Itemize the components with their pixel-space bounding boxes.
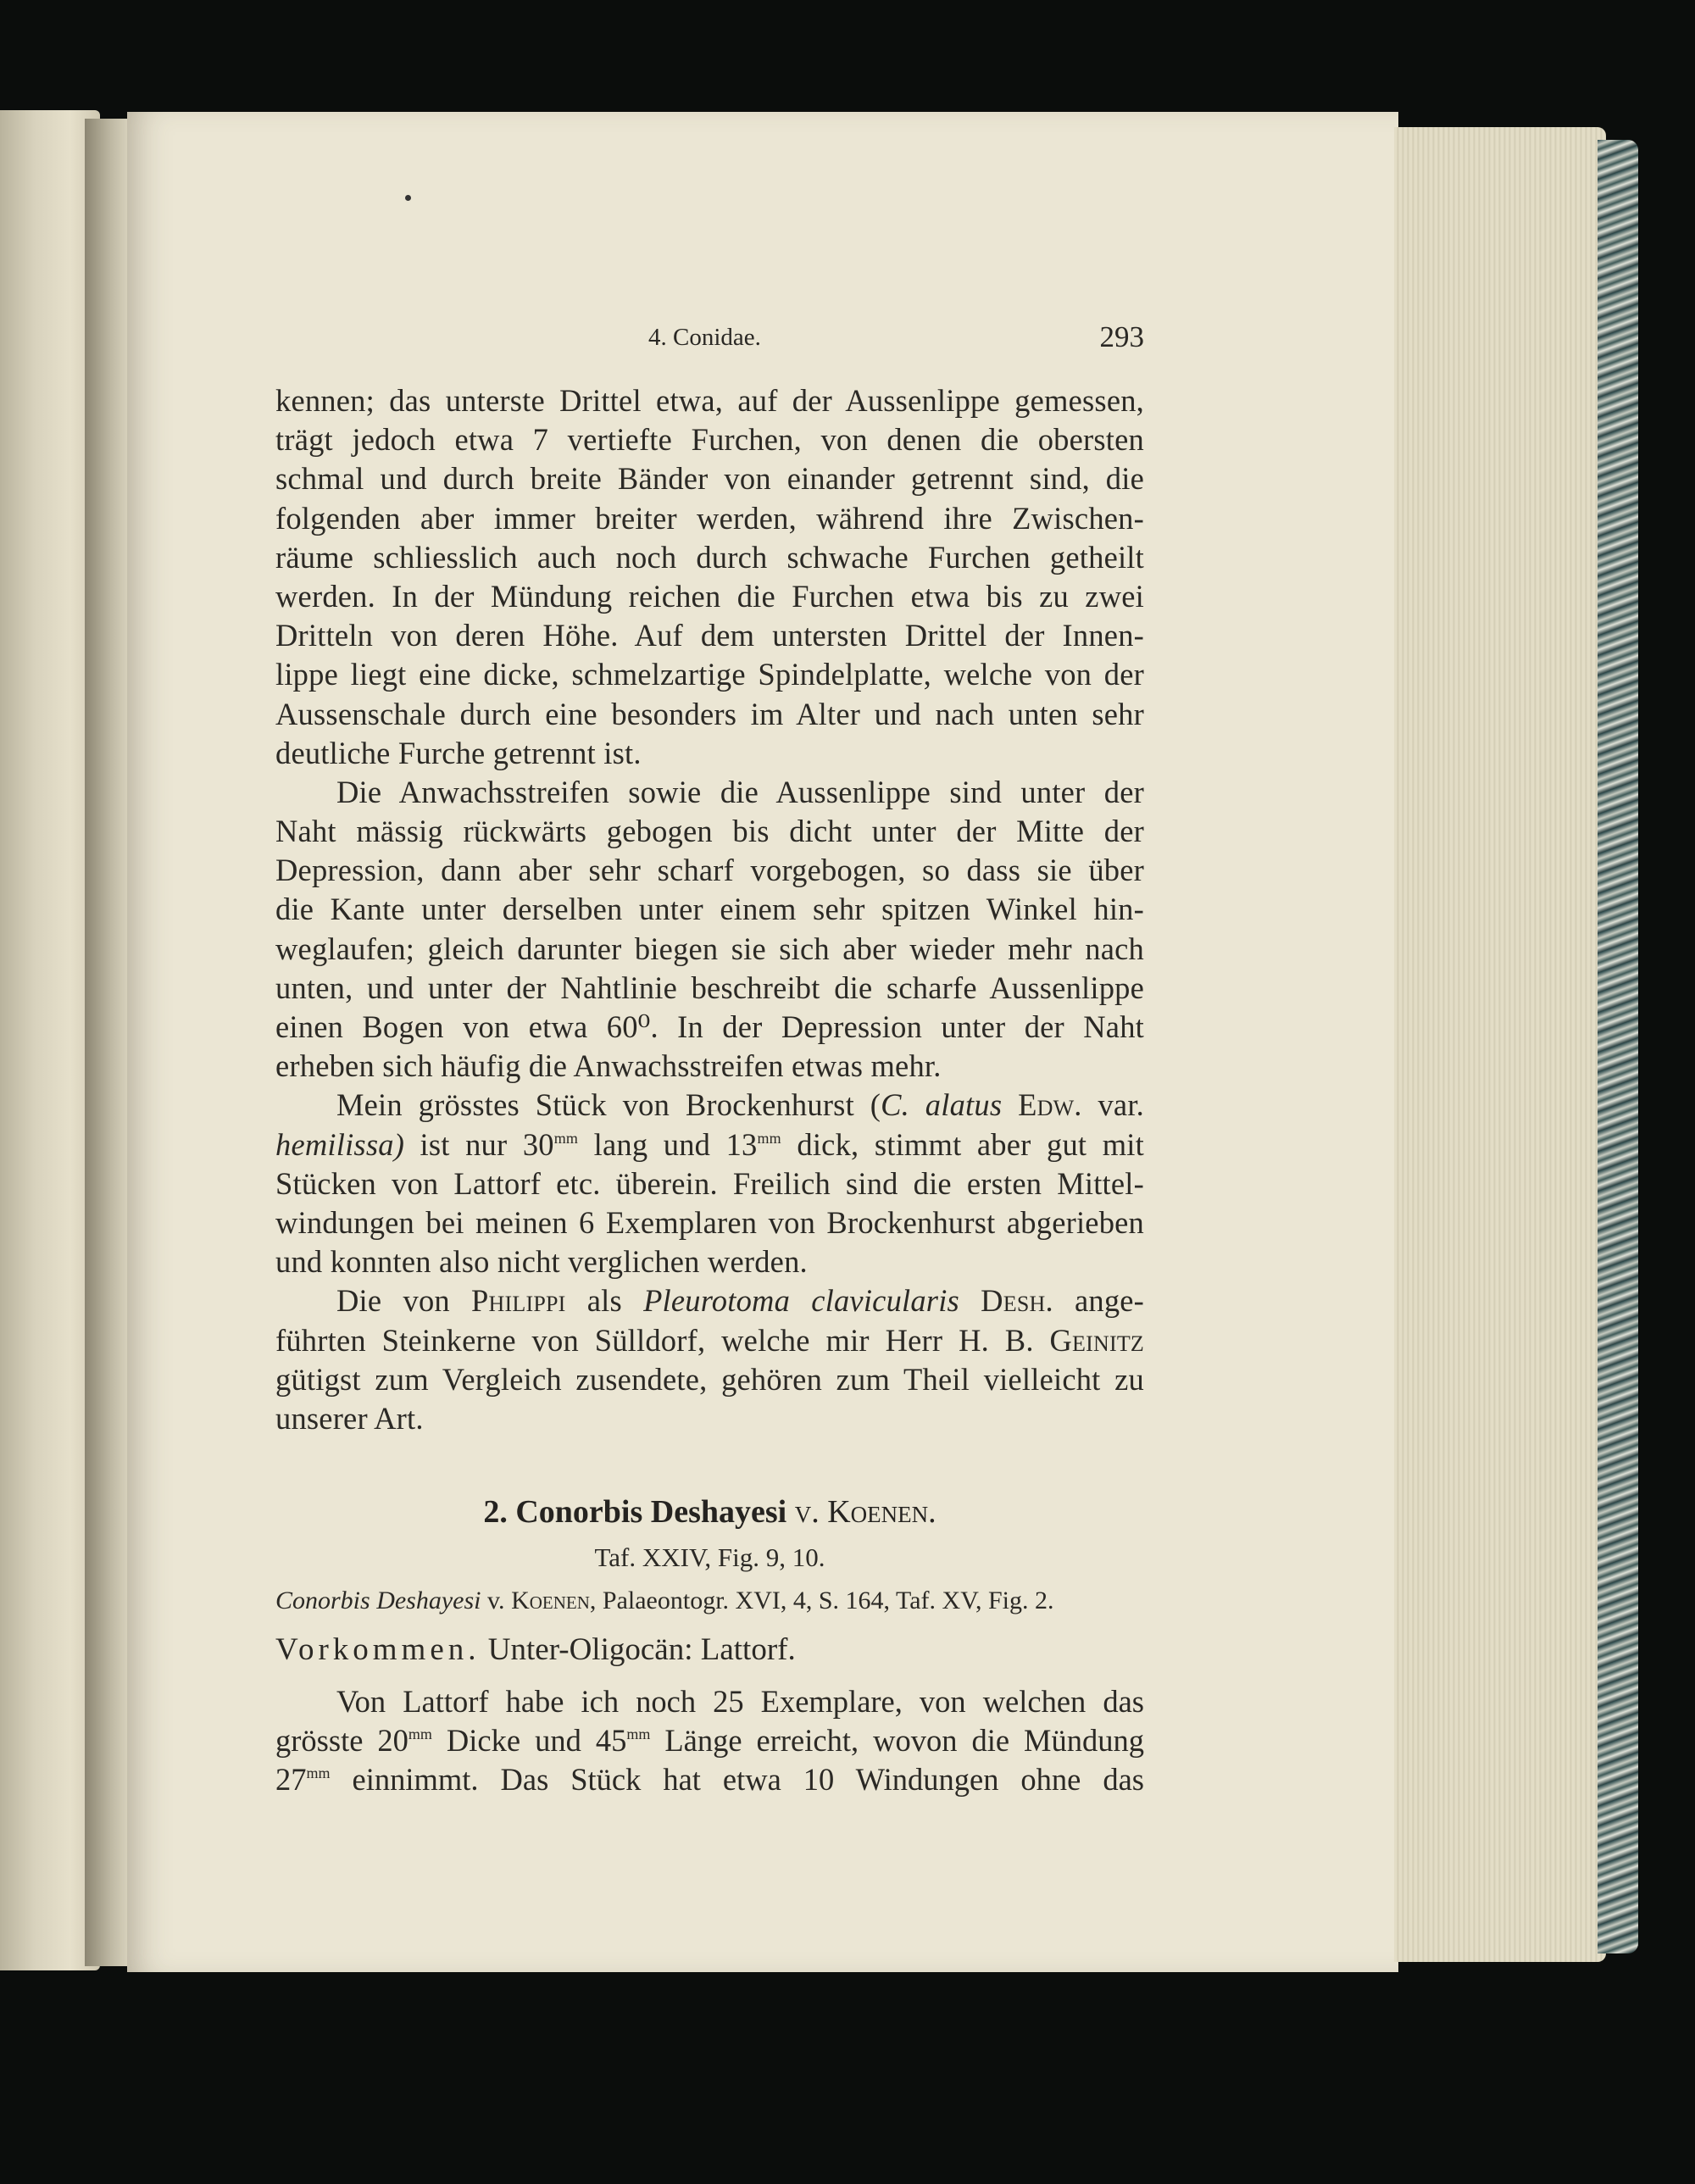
text-run: Die von xyxy=(336,1283,450,1319)
section-title: 4. Conidae. xyxy=(648,324,761,351)
text-line: erheben sich häufig die Anwachsstreifen etwas mehr. xyxy=(275,1048,942,1084)
text-line: einen Bogen von etwa 60⁰. In der Depression unter der Naht xyxy=(275,1009,1144,1044)
occurrence-line xyxy=(275,1631,1144,1668)
text-line: Die Anwachsstreifen sowie die Aussenlippe sind unter der xyxy=(336,774,1144,809)
text-run: lang und 13 xyxy=(593,1126,758,1162)
text-line: Dritteln von deren Höhe. Auf dem untersten Drittel der Innen- xyxy=(275,618,1144,653)
text-run: Mein grösstes Stück von Brockenhurst ( xyxy=(336,1087,881,1123)
paragraph-2 xyxy=(275,773,1144,1086)
text-line: unten, und unter der Nahtlinie beschreibt die scharfe Aussenlippe xyxy=(275,970,1144,1005)
running-head xyxy=(275,320,1144,361)
text-line: deutliche Furche getrennt ist. xyxy=(275,735,642,770)
text-line: werden. In der Mündung reichen die Furchen etwa bis zu zwei xyxy=(275,578,1144,614)
paragraph-1 xyxy=(275,381,1144,773)
ink-speck xyxy=(405,195,411,201)
citation-species: Conorbis Deshayesi xyxy=(275,1587,481,1614)
variety-name: hemilissa) xyxy=(275,1126,405,1162)
text-line: schmal und durch breite Bänder von einander getrennt sind, die xyxy=(275,461,1144,497)
author-name: Edw. xyxy=(1018,1087,1082,1123)
unit-superscript: mm xyxy=(306,1764,331,1782)
page-number: 293 xyxy=(1099,320,1144,353)
synonymy-citation xyxy=(275,1587,1144,1615)
text-line xyxy=(275,1721,1144,1760)
paragraph-4 xyxy=(275,1281,1144,1438)
text-line xyxy=(275,1760,1144,1799)
citation-source: Palaeontogr. XVI, 4, S. 164, Taf. XV, Fig. 2. xyxy=(602,1587,1054,1614)
text-run: grösste 20 xyxy=(275,1723,408,1759)
text-line xyxy=(275,1086,1144,1125)
text-line: Stücken von Lattorf etc. überein. Freilich sind die ersten Mittel- xyxy=(275,1165,1144,1201)
text-run: ange- xyxy=(1074,1283,1145,1319)
text-run: ist nur 30 xyxy=(420,1126,554,1162)
text-line: weglaufen; gleich darunter biegen sie sich aber wieder mehr nach xyxy=(275,931,1144,966)
text-line xyxy=(275,1125,1144,1164)
text-line: lippe liegt eine dicke, schmelzartige Spindelplatte, welche von der xyxy=(275,657,1144,692)
text-line: folgenden aber immer breiter werden, während ihre Zwischen- xyxy=(275,500,1144,536)
text-line: unserer Art. xyxy=(275,1400,424,1436)
page-block-edges xyxy=(1394,127,1606,1962)
text-run: var. xyxy=(1098,1087,1145,1123)
text-run: einnimmt. Das Stück hat etwa 10 Windungen ohne das xyxy=(352,1762,1145,1798)
author-name: Philippi xyxy=(471,1283,566,1319)
author-prefix: v. xyxy=(487,1587,505,1614)
body-text xyxy=(275,381,1144,1438)
species-name: Pleurotoma clavicularis xyxy=(643,1283,959,1319)
text-run: Dicke und 45 xyxy=(446,1723,627,1759)
species-heading-name: 2. Conorbis Deshayesi xyxy=(483,1494,787,1530)
unit-superscript: mm xyxy=(757,1129,781,1147)
text-line xyxy=(275,1321,1144,1360)
unit-superscript: mm xyxy=(408,1726,432,1743)
species-heading xyxy=(275,1493,1144,1531)
text-line: Von Lattorf habe ich noch 25 Exemplare, von welchen das xyxy=(336,1684,1144,1719)
text-run: führten Steinkerne von Sülldorf, welche mir Herr H. B. xyxy=(275,1322,1034,1358)
occurrence-value: Unter-Oligocän: Lattorf. xyxy=(487,1632,796,1667)
citation-author: Koenen, xyxy=(511,1587,597,1614)
text-line: räume schliesslich auch noch durch schwache Furchen getheilt xyxy=(275,539,1144,575)
text-line: trägt jedoch etwa 7 vertiefte Furchen, von denen die obersten xyxy=(275,422,1144,458)
text-line: Naht mässig rückwärts gebogen bis dicht unter der Mitte der xyxy=(275,814,1144,849)
plate-reference: Taf. XXIV, Fig. 9, 10. xyxy=(594,1542,825,1572)
text-line: gütigst zum Vergleich zusendete, gehören zum Theil vielleicht zu xyxy=(275,1361,1144,1397)
text-line: und konnten also nicht verglichen werden. xyxy=(275,1244,808,1280)
author-name: Geinitz xyxy=(1049,1322,1144,1358)
marbled-cover-edge xyxy=(1598,140,1638,1953)
text-line: die Kante unter derselben unter einem sehr spitzen Winkel hin- xyxy=(275,892,1144,927)
text-line xyxy=(275,1281,1144,1320)
text-line: windungen bei meinen 6 Exemplaren von Brockenhurst abgerieben xyxy=(275,1204,1144,1240)
text-run: Länge erreicht, wovon die Mündung xyxy=(664,1723,1145,1759)
paragraph-3 xyxy=(275,1086,1144,1281)
species-heading-author: Koenen. xyxy=(827,1494,936,1530)
author-name: Desh. xyxy=(981,1283,1053,1319)
occurrence-label: Vorkommen. xyxy=(275,1632,481,1667)
final-paragraph xyxy=(275,1682,1144,1800)
text-run: dick, stimmt aber gut mit xyxy=(797,1126,1144,1162)
text-line: Aussenschale durch eine besonders im Alter und nach unten sehr xyxy=(275,696,1144,731)
text-line: Depression, dann aber sehr scharf vorgebogen, so dass sie über xyxy=(275,853,1144,888)
species-name: C. alatus xyxy=(881,1087,1003,1123)
text-run: als xyxy=(586,1283,622,1319)
text-line: kennen; das unterste Drittel etwa, auf der Aussenlippe gemessen, xyxy=(275,383,1144,418)
text-run: 27 xyxy=(275,1762,307,1798)
author-prefix: v. xyxy=(794,1494,820,1530)
unit-superscript: mm xyxy=(553,1129,579,1147)
unit-superscript: mm xyxy=(626,1726,651,1743)
